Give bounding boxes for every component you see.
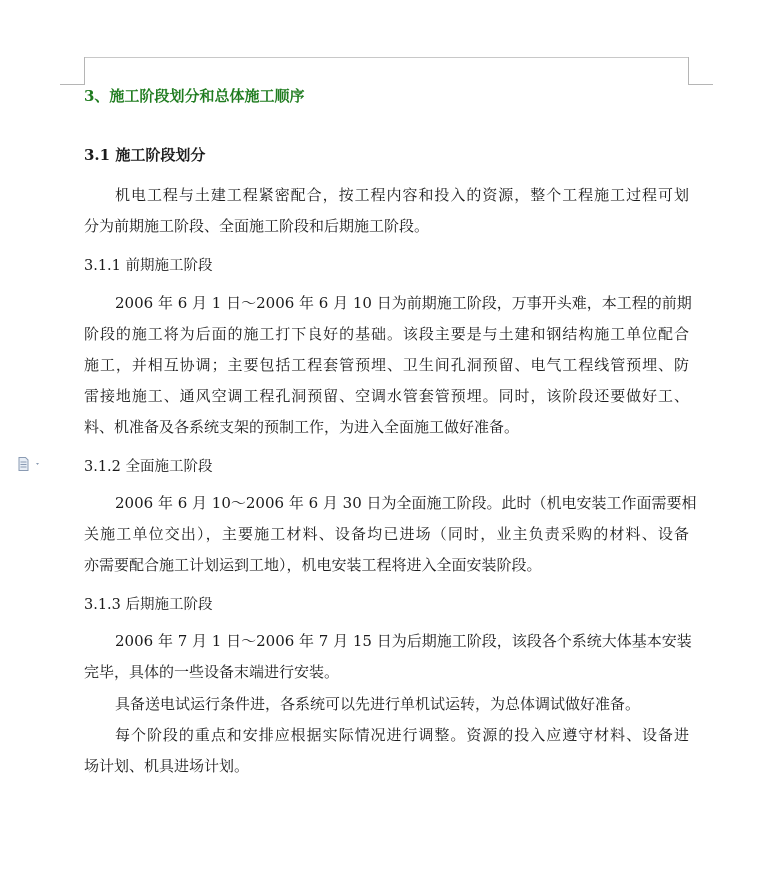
paragraph-line: 2006 年 6 月 10～2006 年 6 月 30 日为全面施工阶段。此时（机电安装工作面需要相 xyxy=(115,494,697,512)
corner-mark-left-h xyxy=(60,84,85,85)
paragraph-line: 完毕，具体的一些设备末端进行安装。 xyxy=(84,663,340,681)
sec1-paragraph[interactable] xyxy=(84,288,692,443)
section-heading: 3、施工阶段划分和总体施工顺序 xyxy=(84,87,305,105)
paragraph-line: 每个阶段的重点和安排应根据实际情况进行调整。资源的投入应遵守材料、设备进 xyxy=(115,726,689,744)
paragraph-line: 机电工程与土建工程紧密配合，按工程内容和投入的资源，整个工程施工过程可划 xyxy=(115,186,689,204)
corner-mark-right-h xyxy=(688,84,713,85)
intro-paragraph[interactable] xyxy=(84,180,689,242)
corner-mark-left-v xyxy=(84,57,85,85)
paragraph-line: 关施工单位交出），主要施工材料、设备均已进场（同时，业主负责采购的材料、设备 xyxy=(84,525,689,543)
sec3-paragraph-2[interactable] xyxy=(84,689,689,720)
sec2-paragraph[interactable] xyxy=(84,488,697,581)
paragraph-line: 场计划、机具进场计划。 xyxy=(84,757,250,775)
document-icon[interactable] xyxy=(18,457,42,471)
paragraph-line: 料、机准备及各系统支架的预制工作，为进入全面施工做好准备。 xyxy=(84,418,520,436)
paragraph-line: 2006 年 6 月 1 日～2006 年 6 月 10 日为前期施工阶段，万事开头难，本工程的前期 xyxy=(115,294,692,312)
paragraph-line: 2006 年 7 月 1 日～2006 年 7 月 15 日为后期施工阶段，该段各个系统大体基本安装 xyxy=(115,632,692,650)
subsection-heading: 3.1 施工阶段划分 xyxy=(84,146,206,164)
chevron-down-icon xyxy=(36,463,39,465)
sec2-heading: 3.1.2 全面施工阶段 xyxy=(84,459,213,475)
paragraph-line: 阶段的施工将为后面的施工打下良好的基础。该段主要是与土建和钢结构施工单位配合 xyxy=(84,325,689,343)
sec1-heading: 3.1.1 前期施工阶段 xyxy=(84,258,213,274)
paragraph-line: 分为前期施工阶段、全面施工阶段和后期施工阶段。 xyxy=(84,217,430,235)
paragraph-line: 施工，并相互协调；主要包括工程套管预埋、卫生间孔洞预留、电气工程线管预埋、防 xyxy=(84,356,689,374)
sec3-heading: 3.1.3 后期施工阶段 xyxy=(84,597,213,613)
corner-mark-right-v xyxy=(688,57,689,85)
paragraph-line: 具备送电试运行条件进，各系统可以先进行单机试运转，为总体调试做好准备。 xyxy=(115,695,641,713)
sec3-paragraph-3[interactable] xyxy=(84,720,689,782)
page-top-rule xyxy=(84,57,689,58)
sec3-paragraph[interactable] xyxy=(84,626,692,688)
paragraph-line: 亦需要配合施工计划运到工地），机电安装工程将进入全面安装阶段。 xyxy=(84,556,542,574)
paragraph-line: 雷接地施工、通风空调工程孔洞预留、空调水管套管预埋。同时，该阶段还要做好工、 xyxy=(84,387,689,405)
